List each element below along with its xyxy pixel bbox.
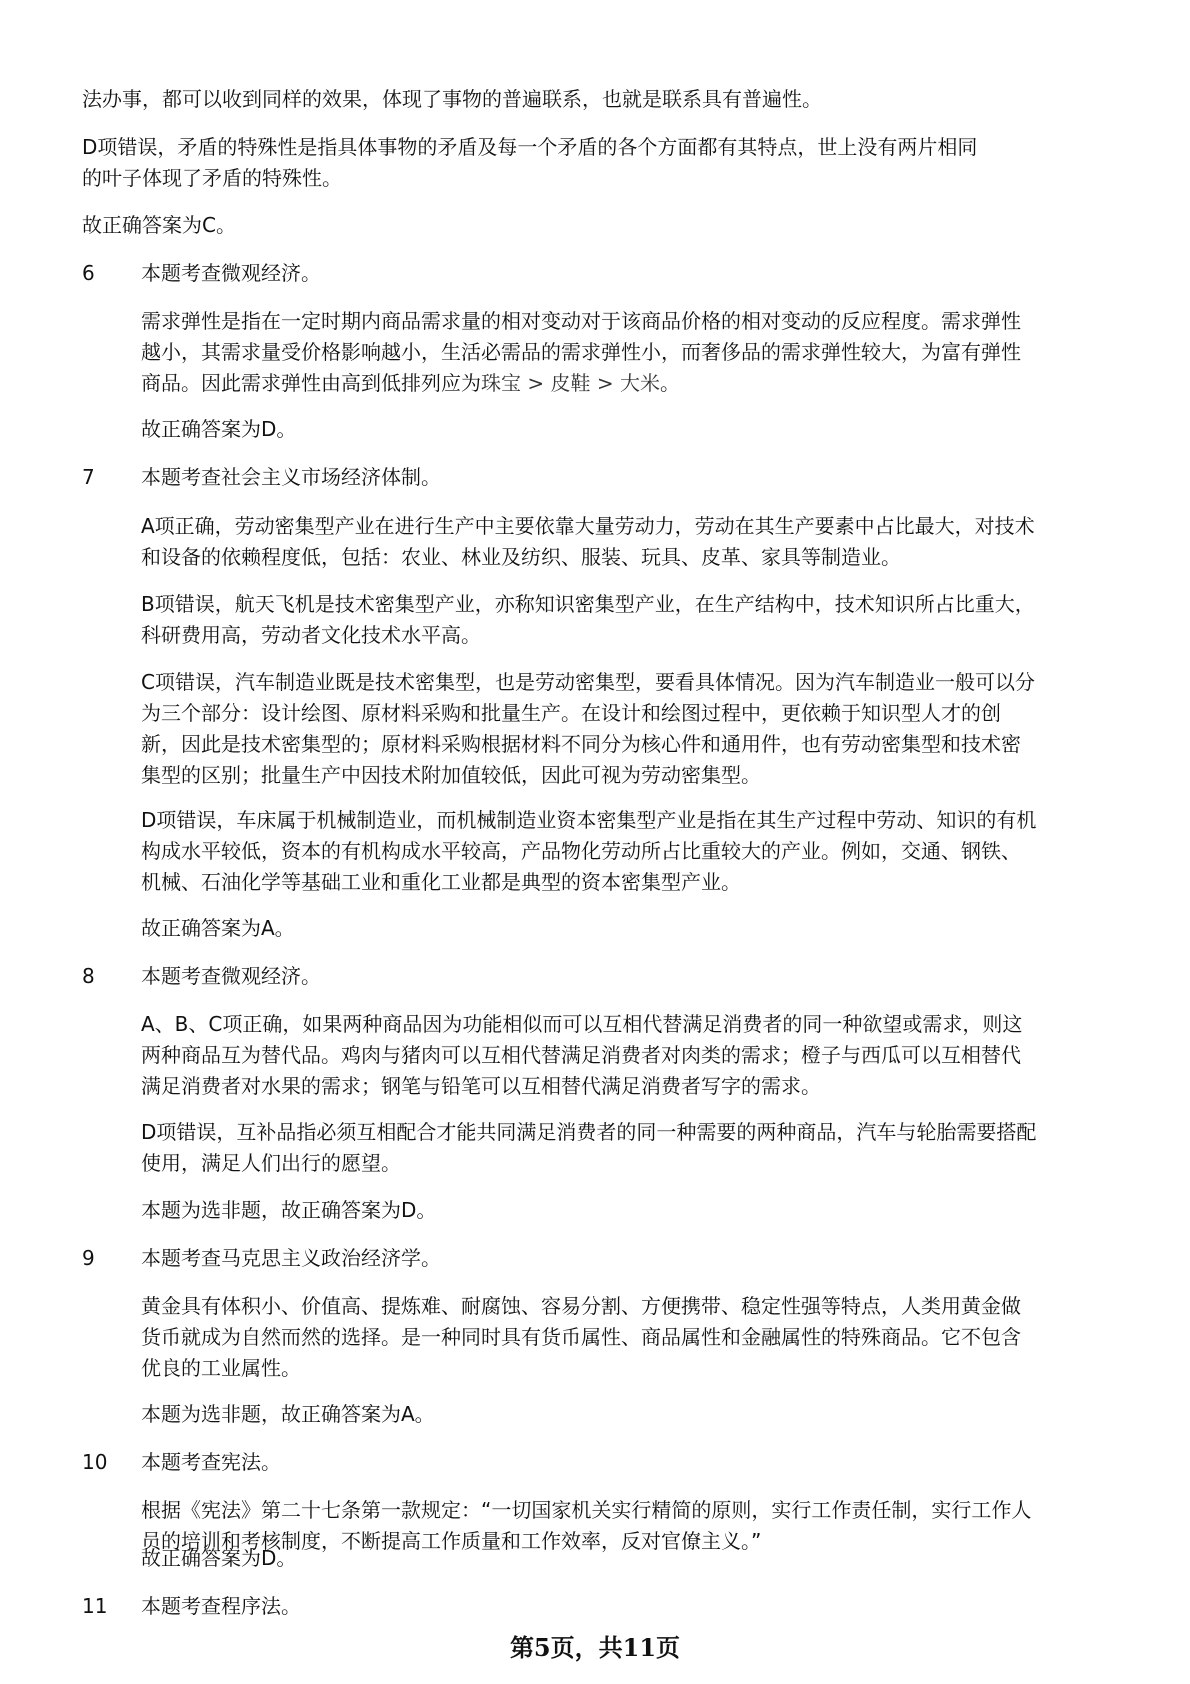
line: 满足消费者对水果的需求；钢笔与铅笔可以互相替代满足消费者写字的需求。 <box>141 1074 821 1098</box>
line: 科研费用高，劳动者文化技术水平高。 <box>141 623 481 647</box>
question-number-8: 8 <box>82 964 95 988</box>
line: D项错误，车床属于机械制造业，而机械制造业资本密集型产业是指在其生产过程中劳动、知识的有机 <box>141 808 1037 832</box>
paragraph-intro-1 <box>82 84 822 115</box>
page-footer: 第5页，共11页 <box>509 1633 681 1662</box>
ranking-text: 珠宝 > 皮鞋 > 大米 <box>481 371 660 395</box>
q6-answer: 故正确答案为D。 <box>141 417 297 441</box>
question-title-9: 本题考查马克思主义政治经济学。 <box>141 1246 441 1270</box>
line: 使用，满足人们出行的愿望。 <box>141 1151 401 1175</box>
question-number-11: 11 <box>82 1594 108 1618</box>
line: 故正确答案为C。 <box>82 213 236 237</box>
question-number-10: 10 <box>82 1450 108 1474</box>
q8-option-d <box>141 1117 1036 1179</box>
q9-answer: 本题为选非题，故正确答案为A。 <box>141 1402 435 1426</box>
paragraph-intro-2 <box>82 132 977 194</box>
line: 新，因此是技术密集型的；原材料采购根据材料不同分为核心件和通用件，也有劳动密集型和技术密 <box>141 732 1021 756</box>
q10-answer: 故正确答案为D。 <box>141 1546 297 1570</box>
text: 。 <box>659 371 680 395</box>
line: 优良的工业属性。 <box>141 1356 301 1380</box>
q8-option-abc <box>141 1009 1022 1102</box>
line: 为三个部分：设计绘图、原材料采购和批量生产。在设计和绘图过程中，更依赖于知识型人才的创 <box>141 701 1001 725</box>
question-number-7: 7 <box>82 465 95 489</box>
line: A、B、C项正确，如果两种商品因为功能相似而可以互相代替满足消费者的同一种欲望或需求，则这 <box>141 1012 1023 1036</box>
q8-answer: 本题为选非题，故正确答案为D。 <box>141 1198 437 1222</box>
line: 需求弹性是指在一定时期内商品需求量的相对变动对于该商品价格的相对变动的反应程度。需求弹性 <box>141 309 1021 333</box>
line: 机械、石油化学等基础工业和重化工业都是典型的资本密集型产业。 <box>141 870 741 894</box>
question-title-10: 本题考查宪法。 <box>141 1450 281 1474</box>
question-title-8: 本题考查微观经济。 <box>141 964 321 988</box>
q9-body <box>141 1291 1021 1384</box>
line: 构成水平较低，资本的有机构成水平较高，产品物化劳动所占比重较大的产业。例如，交通、钢铁、 <box>141 839 1021 863</box>
line: 黄金具有体积小、价值高、提炼难、耐腐蚀、容易分割、方便携带、稳定性强等特点，人类用黄金做 <box>141 1294 1021 1318</box>
line: 的叶子体现了矛盾的特殊性。 <box>82 166 342 190</box>
line: D项错误，互补品指必须互相配合才能共同满足消费者的同一种需要的两种商品，汽车与轮胎需要搭配 <box>141 1120 1037 1144</box>
q7-option-d <box>141 805 1036 898</box>
line: C项错误，汽车制造业既是技术密集型，也是劳动密集型，要看具体情况。因为汽车制造业一般可以分 <box>141 670 1035 694</box>
question-number-6: 6 <box>82 261 95 285</box>
paragraph-intro-3 <box>82 210 236 241</box>
line: 两种商品互为替代品。鸡肉与猪肉可以互相代替满足消费者对肉类的需求；橙子与西瓜可以互相替代 <box>141 1043 1021 1067</box>
text: 商品。因此需求弹性由高到低排列应为 <box>141 371 481 395</box>
q7-option-c <box>141 667 1035 791</box>
line: 集型的区别；批量生产中因技术附加值较低，因此可视为劳动密集型。 <box>141 763 761 787</box>
line: 根据《宪法》第二十七条第一款规定：“一切国家机关实行精简的原则，实行工作责任制，实行工作人 <box>141 1498 1032 1522</box>
line: B项错误，航天飞机是技术密集型产业，亦称知识密集型产业，在生产结构中，技术知识所占比重大， <box>141 592 1035 616</box>
line: 越小，其需求量受价格影响越小，生活必需品的需求弹性小，而奢侈品的需求弹性较大，为富有弹性 <box>141 340 1021 364</box>
line: 员的培训和考核制度，不断提高工作质量和工作效率，反对官僚主义。” <box>141 1529 762 1553</box>
line: 法办事，都可以收到同样的效果，体现了事物的普遍联系，也就是联系具有普遍性。 <box>82 87 822 111</box>
question-number-9: 9 <box>82 1246 95 1270</box>
question-title-11: 本题考查程序法。 <box>141 1594 301 1618</box>
question-title-7: 本题考查社会主义市场经济体制。 <box>141 465 441 489</box>
line: 和设备的依赖程度低，包括：农业、林业及纺织、服装、玩具、皮革、家具等制造业。 <box>141 545 901 569</box>
q7-option-b <box>141 589 1035 651</box>
line: D项错误，矛盾的特殊性是指具体事物的矛盾及每一个矛盾的各个方面都有其特点，世上没有两片相同 <box>82 135 978 159</box>
line: A项正确，劳动密集型产业在进行生产中主要依靠大量劳动力，劳动在其生产要素中占比最大，对技术 <box>141 514 1035 538</box>
line <box>141 368 1021 399</box>
q6-body <box>141 306 1021 399</box>
q7-answer: 故正确答案为A。 <box>141 916 295 940</box>
q7-option-a <box>141 511 1035 573</box>
question-title-6: 本题考查微观经济。 <box>141 261 321 285</box>
line: 货币就成为自然而然的选择。是一种同时具有货币属性、商品属性和金融属性的特殊商品。它不包含 <box>141 1325 1021 1349</box>
